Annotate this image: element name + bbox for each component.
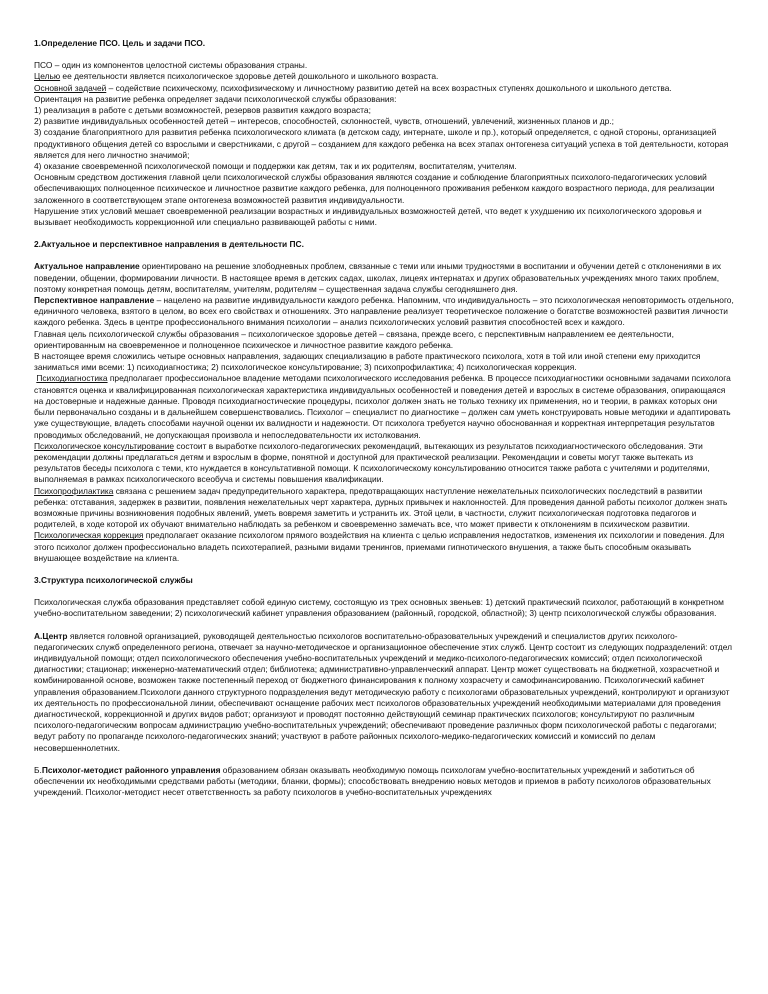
paragraph: ПСО – один из компонентов целостной системы образования страны. — [34, 60, 308, 71]
paragraph: Основной задачей – содействие психическому, психофизическому и личностному развитию детей на всех возрастных ступенях дошкольного и школьного детства. — [34, 82, 672, 93]
term: Психопрофилактика — [34, 485, 114, 496]
term: Целью — [34, 71, 61, 82]
section-1-title: 1.Определение ПСО. Цель и задачи ПСО. — [34, 38, 206, 48]
term: Психологическая коррекция — [34, 530, 144, 541]
list-item: 3) создание благоприятного для развития ребенка психологического климата (в детском саду, интернате, школе и пр.), который определяется, с одной стороны, организацией продуктивного общения детей со взрослыми и сверстниками, с другой – созданием для каждого ребенка на всех этапах онтогенеза ситуаций успеха в той деятельности, которая является для него личностно значимой; — [34, 127, 729, 160]
paragraph: Главная цель психологической службы образования – психологическое здоровье детей – связана, прежде всего, с перспективным направлением ее деятельности, ориентированным на своевременное и полноценное психическое и личностное развитие каждого ребенка. — [34, 328, 674, 350]
paragraph: Б.Психолог-методист районного управления образованием обязан оказывать необходимую помощь психологам учебно-воспитательных учреждений и заботиться об обеспечении их необходимыми средствами работы (методики, бланки, формы); способствовать внедрению новых методов и приемов в работу психологов образовательных учреждений. Психолог-методист несет ответственность за работу психологов в учебно-воспитательных учреждениях — [34, 764, 711, 798]
paragraph: В настоящее время сложились четыре основных направления, задающих специализацию в работе практического психолога, хотя в той или иной степени ему приходится заниматься ими всеми: 1) психодиагностика; 2) психологическое консультирование; 3) психопрофилактика; 4) психологическая коррекция. — [34, 351, 701, 373]
list-item: 4) оказание своевременной психологической помощи и поддержки как детям, так и их родителям, воспитателям, учителям. — [34, 161, 517, 172]
term: Актуальное направление — [34, 261, 140, 272]
paragraph: Психодиагностика предполагает профессиональное владение методами психологического исследования ребенка. В процессе психодиагностики основными задачами психолога становятся оценка и квалифицированная психологическая характеристика индивидуальных особенностей и поведения детей и взрослых в системе образования, опирающаяся на достоверные и надежные данные. Проводя психодиагностические процедуры, психолог должен знать не только технику их применения, но и теории, в рамках которых они были первоначально созданы и в дальнейшем совершенствовались. Психолог – специалист по диагностике – должен сам уметь конструировать новые методики и адаптировать уже существующие, владеть способами научной оценки их валидности и надежности. От психолога требуется научно обоснованная и корректная интерпретация результатов проводимых обследований, не допускающая произвола и непоследовательности их истолкования. — [34, 373, 731, 440]
paragraph: Нарушение этих условий мешает своевременной реализации возрастных и индивидуальных возможностей детей, что ведет к ухудшению их психологического здоровья и вызывает необходимость коррекционной или специально развивающей работы с ними. — [34, 205, 702, 228]
document-page — [34, 38, 734, 798]
term: Психолог-методист районного управления — [41, 764, 221, 775]
paragraph: А.Центр является головной организацией, руководящей деятельностью психологов воспитательно-образовательных учреждений и специалистов других психолого-педагогических служб определенного региона, отвечает за научно-методическое и организационное обеспечение этих служб. Центр состоит из следующих подразделений: отдел индивидуальной помощи; отдел психологического обеспечения учебно-воспитательных учреждений и медико-психолого-педагогических комиссий; отдел психологической диагностики; стационар; инженерно-математический отдел; библиотека; административно-управленческий аппарат. Центр может существовать на бюджетной, хозрасчетной и комбинированной основе, возможен также постепенный переход от бюджетного финансирования к полному хозрасчету и самофинансированию. Психологический кабинет управления образованием.Психологи данного структурного подразделения ведут методическую работу с психологами образовательных учреждений, контролируют и организуют их деятельность по профессиональной линии, обеспечивают оснащение рабочих мест психологов образовательных учреждений необходимыми материалами для проведения диагностической, коррекционной и других видов работ; организуют и проводят постоянно действующий семинар практических психологов; консультируют по различным психолого-педагогическим вопросам администрацию учебно-воспитательных учреждений; обеспечивают проведение различных форм психологической работы с педагогами; ведут работу по пропаганде психолого-педагогических знаний; участвуют в работе районных психолого-медико-педагогических комиссий и комиссий по делам несовершеннолетних. — [34, 630, 732, 753]
paragraph: Целью ее деятельности является психологическое здоровье детей дошкольного и школьного возраста. — [34, 71, 439, 82]
term: А.Центр — [34, 630, 68, 641]
paragraph: Психологическая коррекция предполагает оказание психологом прямого воздействия на клиента с целью исправления недостатков, изменения их психологии и поведения. Для этого психолог должен профессионально владеть психотерапией, разными видами тренингов, приемами гипнотического внушения, а также быть способным оказывать внушающее воздействие на клиента. — [34, 530, 725, 563]
paragraph: Актуальное направление ориентировано на решение злободневных проблем, связанные с теми или иными трудностями в воспитании и обучении детей с отклонениями в их поведении, общении, формировании личности. В настоящее время в детских садах, школах, лицеях интернатах и других образовательных учреждениях много таких проблем, поэтому конкретная помощь детям, воспитателям, учителям, родителям – существенная задача службы сегодняшнего дня. — [34, 261, 722, 294]
paragraph: Психологическое консультирование состоит в выработке психолого-педагогических рекомендаций, вытекающих из результатов психодиагностического обследования. Эти рекомендации должны предлагаться детям и взрослым в форме, понятной и доступной для практической реализации. Рекомендации и советы могут также вытекать из результатов беседы психолога с теми, кто нуждается в консультативной помощи. К психологическому консультированию относится также работа с учителями и родителями, выполняемая в рамках психологического всеобуча и системы повышения квалификации. — [34, 440, 710, 485]
paragraph: Психопрофилактика связана с решением задач предупредительного характера, предотвращающих наступление нежелательных психологических последствий в развитии ребенка: отставания, задержек в развитии, появления нежелательных черт характера, дурных привычек и наклонностей. Для проведения данной работы психолог должен знать возможные причины возникновения подобных явлений, уметь вовремя заметить и устранить их. Этой цели, в частности, служит психологическая подготовка педагогов и родителей, в ходе которой их обучают внимательно наблюдать за ребенком и своевременно замечать все, что может привести к отклонениям в психическом развитии. — [34, 485, 728, 530]
section-2-title: 2.Актуальное и перспективное направления в деятельности ПС. — [34, 239, 304, 250]
term: Основной задачей — [34, 82, 107, 93]
section-3-title: 3.Структура психологической службы — [34, 574, 193, 585]
paragraph: Перспективное направление – нацелено на развитие индивидуальности каждого ребенка. Напомним, что индивидуальность – это психологическая неповторимость отдельного, единичного человека, взятого в целом, во всех его свойствах и отношениях. Это направление реализует теоретическое положение о богатстве возможностей развития личности каждого ребенка. Здесь в центре профессионального внимания психологии – анализ психологических условий развития способностей всех и каждого. — [34, 295, 734, 328]
paragraph: Ориентация на развитие ребенка определяет задачи психологической службы образования: — [34, 93, 397, 104]
term: Перспективное направление — [34, 295, 155, 306]
term: Психодиагностика — [36, 373, 108, 384]
term: Психологическое консультирование — [34, 440, 175, 451]
paragraph: Психологическая служба образования представляет собой единую систему, состоящую из трех основных звеньев: 1) детский практический психолог, работающий в конкретном учебно-воспитательном заведении; 2) психологический кабинет управления образованием (районный, городской, областной); 3) центр психологической службы образования. — [34, 597, 724, 619]
list-item: 2) развитие индивидуальных особенностей детей – интересов, способностей, склонностей, чувств, отношений, увлечений, жизненных планов и др.; — [34, 116, 614, 127]
paragraph: Основным средством достижения главной цели психологической службы образования являются создание и соблюдение благоприятных психолого-педагогических условий обеспечивающих полноценное психическое и личностное развитие каждого ребенка, для полноценного проживания ребенком каждого возрастного периода, для реализации заложенного в соответствующем этапе онтогенеза возможностей развития индивидуальности. — [34, 172, 715, 205]
list-item: 1) реализация в работе с детьми возможностей, резервов развития каждого возраста; — [34, 105, 371, 116]
